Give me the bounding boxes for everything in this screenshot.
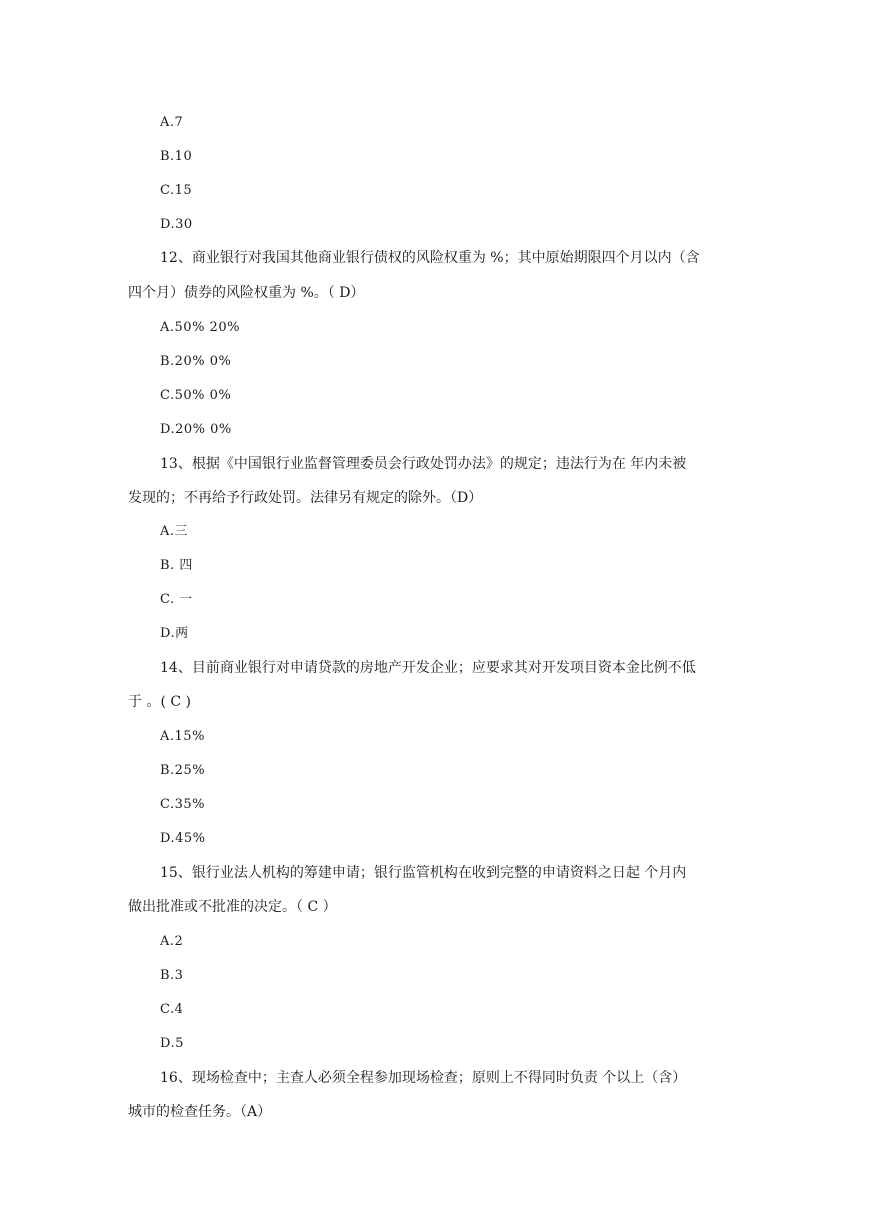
- q12-option-a: A.50% 20%: [160, 320, 240, 335]
- q15-option-d: D.5: [160, 1036, 184, 1051]
- q12-text-line-1: 12、商业银行对我国其他商业银行债权的风险权重为 %；其中原始期限四个月以内（含: [160, 250, 700, 266]
- q14-option-c: C.35%: [160, 797, 206, 812]
- q13-option-b: B. 四: [160, 558, 193, 573]
- q15-option-a: A.2: [160, 934, 184, 949]
- q14-option-a: A.15%: [160, 729, 205, 744]
- q16-text-line-1: 16、现场检查中；主查人必须全程参加现场检查；原则上不得同时负责 个以上（含）: [160, 1070, 687, 1086]
- q15-option-b: B.3: [160, 968, 184, 983]
- q12-text-line-2: 四个月）债券的风险权重为 %。（ D）: [128, 285, 365, 301]
- q14-option-d: D.45%: [160, 831, 206, 846]
- q12-option-d: D.20% 0%: [160, 422, 232, 437]
- q11-option-b: B.10: [160, 149, 193, 164]
- q12-option-c: C.50% 0%: [160, 388, 232, 403]
- q14-option-b: B.25%: [160, 763, 206, 778]
- q14-text-line-2: 于 。( C ): [128, 694, 191, 710]
- q13-option-a: A.三: [160, 524, 189, 539]
- q13-option-d: D.两: [160, 626, 189, 641]
- q11-option-a: A.7: [160, 115, 184, 130]
- q16-text-line-2: 城市的检查任务。（A）: [128, 1104, 272, 1120]
- q15-option-c: C.4: [160, 1002, 184, 1017]
- q15-text-line-2: 做出批准或不批准的决定。（ C ）: [128, 899, 337, 915]
- q11-option-d: D.30: [160, 217, 193, 232]
- q14-text-line-1: 14、目前商业银行对申请贷款的房地产开发企业；应要求其对开发项目资本金比例不低: [160, 660, 696, 676]
- q13-text-line-2: 发现的；不再给予行政处罚。法律另有规定的除外。（D）: [128, 490, 483, 506]
- q15-text-line-1: 15、银行业法人机构的筹建申请；银行监管机构在收到完整的申请资料之日起 个月内: [160, 865, 687, 881]
- q11-option-c: C.15: [160, 183, 193, 198]
- q12-option-b: B.20% 0%: [160, 354, 232, 369]
- q13-option-c: C. 一: [160, 592, 193, 607]
- q13-text-line-1: 13、根据《中国银行业监督管理委员会行政处罚办法》的规定；违法行为在 年内未被: [160, 456, 687, 472]
